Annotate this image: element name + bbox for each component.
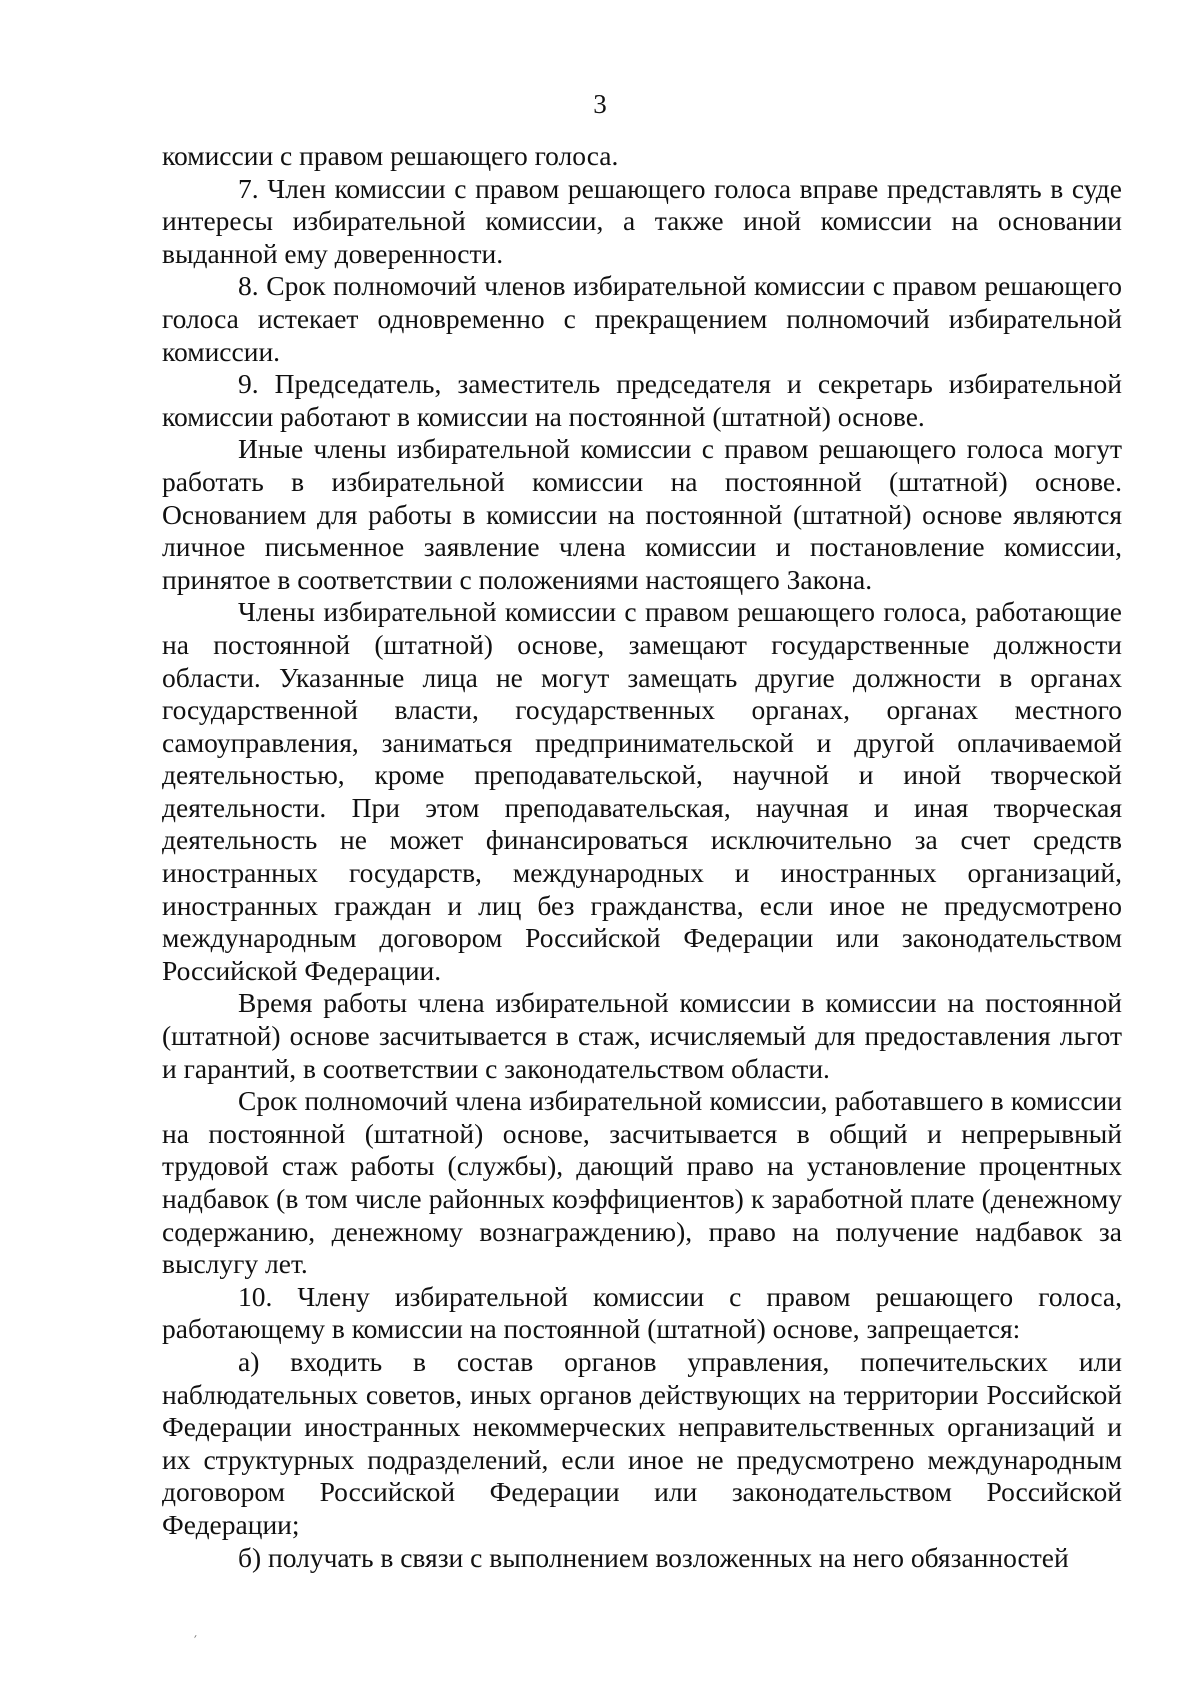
paragraph-item-10: 10. Члену избирательной комиссии с правом решающего голоса, работающему в комиссии на постоянной (штатной) основе, запрещается:: [162, 1280, 1122, 1345]
paragraph-continuation: комиссии с правом решающего голоса.: [162, 140, 619, 171]
paragraph-item-9: 9. Председатель, заместитель председателя и секретарь избирательной комиссии работают в комиссии на постоянной (штатной) основе.: [162, 368, 1122, 432]
scan-speck: ˊ: [192, 1633, 202, 1650]
paragraph-item-8: 8. Срок полномочий членов избирательной комиссии с правом решающего голоса истекает одновременно с прекращением полномочий избирательной комиссии.: [162, 270, 1122, 367]
paragraph-item-7: 7. Член комиссии с правом решающего голоса вправе представлять в суде интересы избирательной комиссии, а также иной комиссии на основании выданной ему доверенности.: [162, 172, 1122, 269]
page-number: 3: [593, 89, 607, 119]
paragraph-members-positions: Члены избирательной комиссии с правом решающего голоса, работающие на постоянной (штатной) основе, замещают государственные должности области. Указанные лица не могут замещать другие должности в органах государственной власти, государственных органах, органах местного самоуправления, заниматься предпринимательской и другой оплачиваемой деятельностью, кроме преподавательской, научной и иной творческой деятельности. При этом преподавательская, научная и иная творческая деятельность не может финансироваться исключительно за счет средств иностранных государств, международных и иностранных организаций, иностранных граждан и лиц без гражданства, если иное не предусмотрено международным договором Российской Федерации или законодательством Российской Федерации.: [162, 596, 1122, 986]
document-body: [162, 140, 1122, 1574]
paragraph-work-time: Время работы члена избирательной комиссии в комиссии на постоянной (штатной) основе засчитывается в стаж, исчисляемый для предоставления льгот и гарантий, в соответствии с законодательством области.: [162, 987, 1122, 1084]
paragraph-term-seniority: Срок полномочий члена избирательной комиссии, работавшего в комиссии на постоянной (штатной) основе, засчитывается в общий и непрерывный трудовой стаж работы (службы), дающий право на установление процентных надбавок (в том числе районных коэффициентов) к заработной плате (денежному содержанию, денежному вознаграждению), право на получение надбавок за выслугу лет.: [162, 1085, 1122, 1280]
paragraph-subitem-a: а) входить в состав органов управления, попечительских или наблюдательных советов, иных органов действующих на территории Российской Федерации иностранных некоммерческих неправительственных организаций и их структурных подразделений, если иное не предусмотрено международным договором Российской Федерации или законодательством Российской Федерации;: [162, 1345, 1122, 1540]
paragraph-subitem-b: б) получать в связи с выполнением возложенных на него обязанностей: [238, 1541, 1069, 1573]
paragraph-other-members: Иные члены избирательной комиссии с правом решающего голоса могут работать в избирательной комиссии на постоянной (штатной) основе. Основанием для работы в комиссии на постоянной (штатной) основе являются личное письменное заявление члена комиссии и постановление комиссии, принятое в соответствии с положениями настоящего Закона.: [162, 433, 1122, 595]
